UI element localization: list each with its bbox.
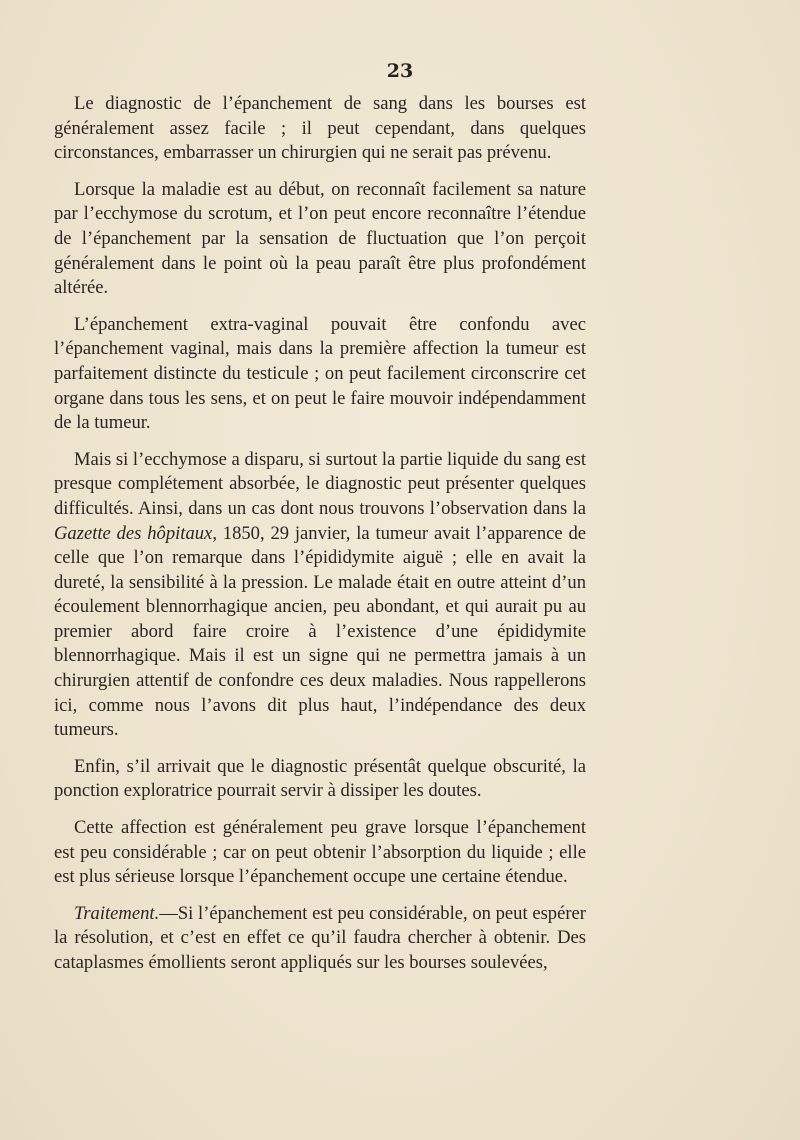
paragraph-text: Cette affection est généralement peu grave lorsque l’épanchement est peu considérable ; car on peut obtenir l’absorption du liquide ; elle est plus sérieuse lorsque l’épanchement occupe une certaine étendue. [54,817,586,888]
paragraph-ponction [54,755,586,804]
paragraph-text: Enfin, s’il arrivait que le diagnostic présentât quelque obscurité, la ponction exploratrice pourrait servir à dissiper les doutes. [54,755,586,802]
paragraph-traitement [54,902,586,976]
paragraph-text: L’épanchement extra-vaginal pouvait être confondu avec l’épanchement vaginal, mais dans la première affection la tumeur est parfaitement distincte du testicule ; on peut facilement circonscrire cet organe dans tous les sens, et on peut le faire mouvoir indépendamment de la tumeur. [54,313,586,434]
paragraph-text: Lorsque la maladie est au début, on reconnaît facilement sa nature par l’ecchymose du scrotum, et l’on peut encore reconnaître l’étendue de l’épanchement par la sensation de fluctuation que l’on perçoit généralement dans le point où la peau paraît être plus profondément altérée. [54,178,586,299]
citation-title: Gazette des hôpitaux [54,522,213,544]
paragraph-diagnostic [54,92,586,166]
paragraph-ecchymose [54,448,586,743]
paragraph-gravite [54,816,586,890]
paragraph-text-before: Mais si l’ecchymose a disparu, si surtout la partie liquide du sang est presque complétement absorbée, le diagnostic peut présenter quelques difficultés. Ainsi, dans un cas dont nous trouvons l’observation dans la [54,448,586,519]
section-heading: Traitement. [74,902,160,924]
paragraph-text-after: —Si l’épanchement est peu considérable, on peut espérer la résolution, et c’est en effet ce qu’il faudra chercher à obtenir. Des cataplasmes émollients seront appliqués sur les bourses soulevées, [54,902,586,973]
paragraph-debut [54,178,586,301]
paragraph-extra-vaginal [54,313,586,436]
page-number: 23 [386,60,414,82]
paragraph-text-after: , 1850, 29 janvier, la tumeur avait l’apparence de celle que l’on remarque dans l’épididymite aiguë ; elle en avait la dureté, la sensibilité à la pression. Le malade était en outre atteint d’un écoulement blennorrhagique ancien, peu abondant, et qui aurait pu au premier abord faire croire à l’existence d’une épididymite blennorrhagique. Mais il est un signe qui ne permettra jamais à un chirurgien attentif de confondre ces deux maladies. Nous rappellerons ici, comme nous l’avons dit plus haut, l’indépendance des deux tumeurs. [54,522,586,741]
body-text [54,92,586,976]
paragraph-text: Le diagnostic de l’épanchement de sang dans les bourses est généralement assez facile ; il peut cependant, dans quelques circonstances, embarrasser un chirurgien qui ne serait pas prévenu. [54,93,586,164]
